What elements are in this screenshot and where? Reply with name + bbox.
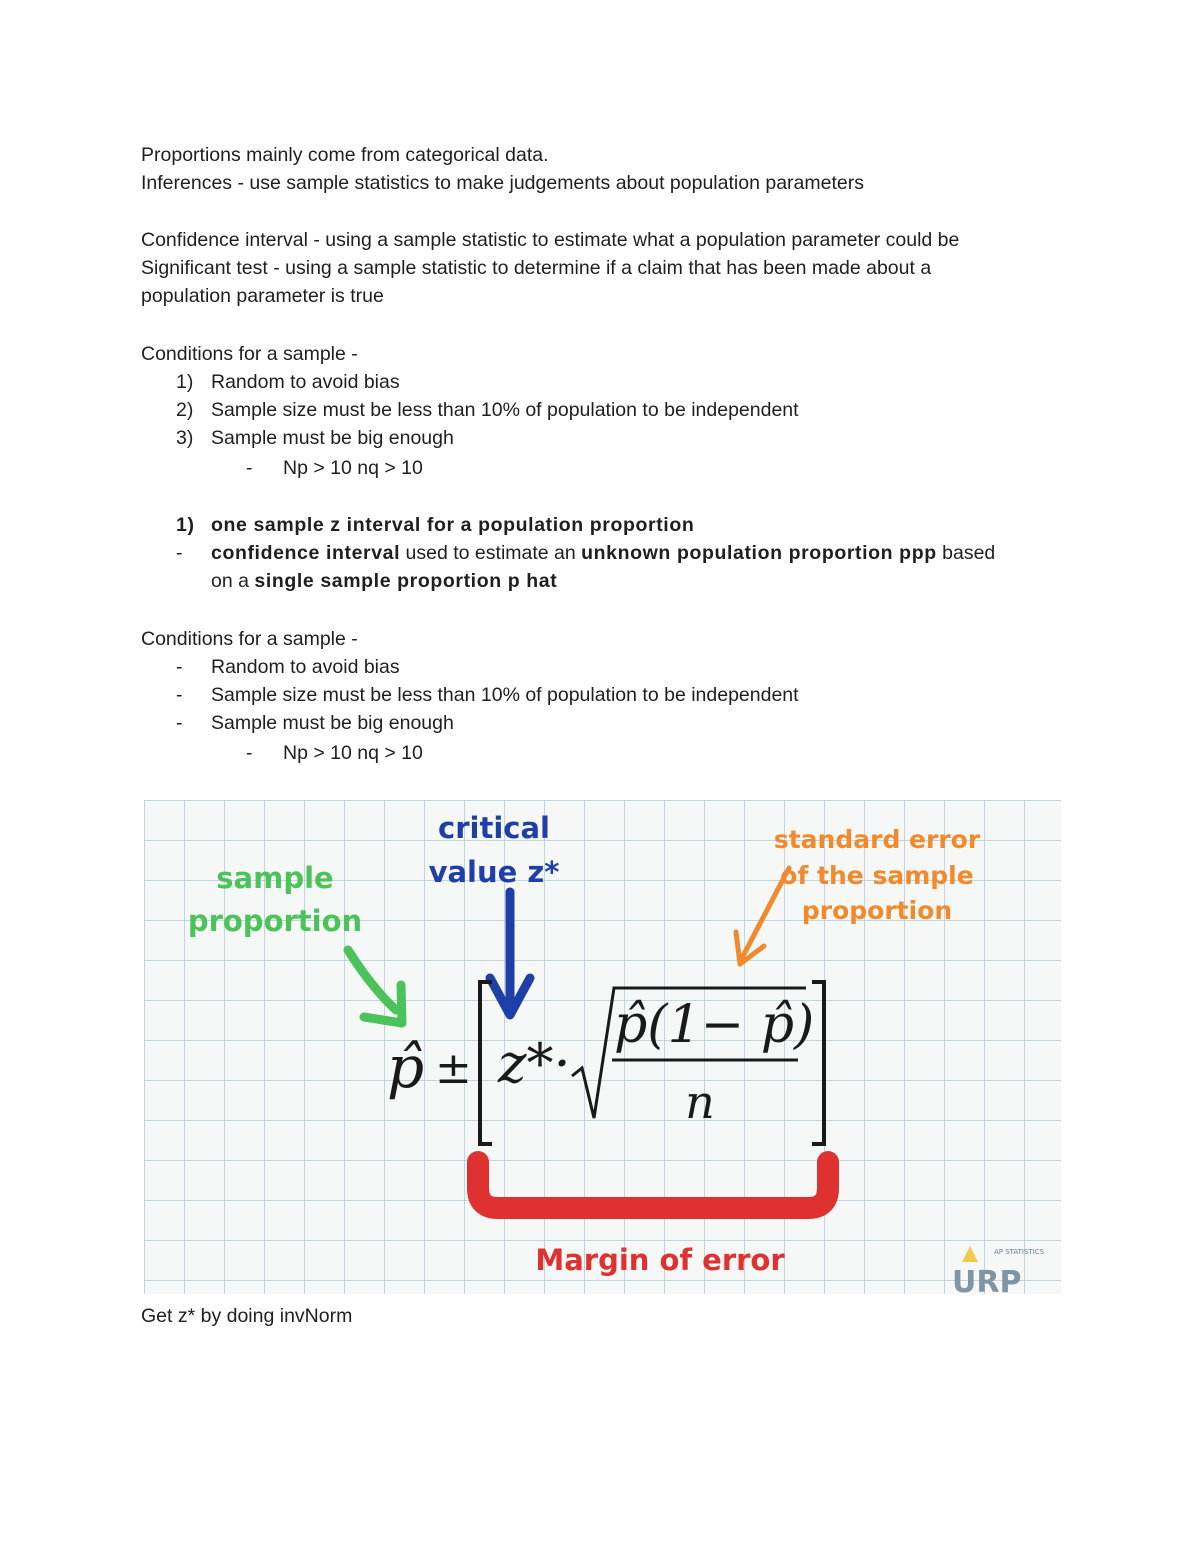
standard-error-label-3: proportion: [801, 896, 953, 925]
confidence-interval-definition: Confidence interval - using a sample statistic to estimate what a population parameter could be: [141, 229, 960, 251]
formula-figure-svg: [144, 800, 1061, 1294]
bold-term: unknown population proportion ppp: [581, 542, 937, 564]
z-interval-description-1: [211, 539, 995, 567]
formula-numerator: p̂(1− p̂): [614, 995, 815, 1055]
sub-list-marker: -: [246, 457, 253, 479]
intro-line-2: Inferences - use sample statistics to make judgements about population parameters: [141, 172, 864, 194]
list-marker: 1): [176, 514, 195, 536]
plain-text: based: [936, 542, 996, 564]
bold-term: confidence interval: [211, 542, 401, 564]
condition-item: Random to avoid bias: [211, 371, 400, 393]
sample-proportion-label-2: proportion: [187, 904, 363, 938]
dash-marker: -: [176, 712, 183, 734]
condition-item: Sample must be big enough: [211, 427, 454, 449]
formula-p-hat: p̂: [387, 1033, 425, 1101]
significant-test-definition-1: Significant test - using a sample statistic to determine if a claim that has been made about a: [141, 257, 932, 279]
condition-sub-item: Np > 10 nq > 10: [283, 457, 423, 479]
critical-value-label-1: critical: [438, 811, 550, 845]
bold-term: single sample proportion p hat: [254, 570, 558, 592]
condition-item: Sample size must be less than 10% of population to be independent: [211, 684, 799, 706]
standard-error-label-1: standard error: [773, 825, 981, 854]
dash-marker: -: [176, 656, 183, 678]
formula-figure: [144, 800, 1061, 1294]
margin-of-error-label: Margin of error: [535, 1243, 785, 1277]
list-marker: 3): [176, 427, 194, 449]
standard-error-label-2: of the sample: [780, 861, 974, 890]
formula-z-star: z*·: [498, 1032, 571, 1095]
intro-line-1: Proportions mainly come from categorical data.: [141, 144, 549, 166]
z-interval-description-2: [211, 567, 557, 595]
conditions-heading-1: Conditions for a sample -: [141, 343, 358, 365]
logo-big-text: URP: [952, 1265, 1022, 1294]
footer-note: Get z* by doing invNorm: [141, 1305, 353, 1327]
plain-text: used to estimate an: [400, 542, 582, 564]
condition-item: Sample size must be less than 10% of population to be independent: [211, 399, 799, 421]
formula-denominator: n: [685, 1075, 715, 1129]
dash-marker: -: [176, 542, 183, 564]
condition-sub-item: Np > 10 nq > 10: [283, 742, 423, 764]
conditions-heading-2: Conditions for a sample -: [141, 628, 358, 650]
sample-proportion-label-1: sample: [216, 861, 334, 895]
formula-plus-minus: ±: [435, 1043, 472, 1094]
dash-marker: -: [176, 684, 183, 706]
condition-item: Sample must be big enough: [211, 712, 454, 734]
z-interval-heading: one sample z interval for a population proportion: [211, 514, 695, 536]
condition-item: Random to avoid bias: [211, 656, 400, 678]
list-marker: 1): [176, 371, 194, 393]
plain-text: on a: [211, 570, 255, 592]
significant-test-definition-2: population parameter is true: [141, 285, 384, 307]
critical-value-label-2: value z*: [428, 855, 560, 889]
logo-small-text: AP STATISTICS: [994, 1248, 1045, 1256]
sub-list-marker: -: [246, 742, 253, 764]
list-marker: 2): [176, 399, 194, 421]
